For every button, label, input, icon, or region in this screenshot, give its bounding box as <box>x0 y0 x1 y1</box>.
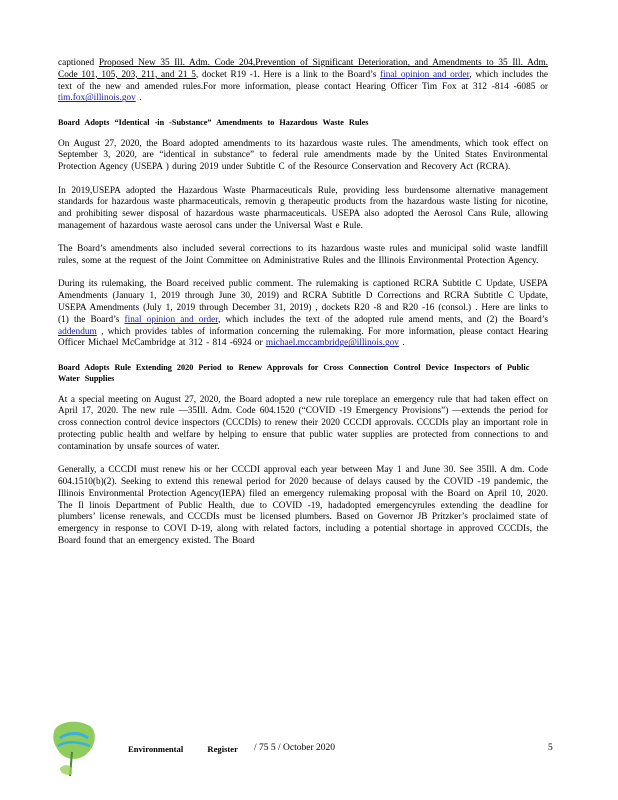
paragraph-hw-3: The Board’s amendments also included several corrections to its hazardous waste rules and municipal solid waste landfill rules, some at the request of the Joint Committee on Administrative Rules and the Illinois Environmental Protection Agency. <box>58 244 548 267</box>
email-link-mccambridge[interactable]: michael.mccambridge@illinois.gov <box>265 338 399 349</box>
text: , which includes the text of the new and amended rules.For more information, please contact Hearing Officer Tim Fox at 312 -814 -6085 or <box>58 69 548 92</box>
email-link-tim-fox[interactable]: tim.fox@illinois.gov <box>58 93 136 104</box>
addendum-link[interactable]: addendum <box>58 326 97 337</box>
text: . <box>135 93 142 104</box>
final-opinion-link[interactable]: final opinion and order <box>124 314 219 325</box>
text: , docket R19 -1. Here is a link to the Board’s <box>195 69 381 80</box>
page-number: 5 <box>548 743 553 753</box>
text: . <box>398 338 405 349</box>
paragraph-hw-2: In 2019,USEPA adopted the Hazardous Waste Pharmaceuticals Rule, providing less burdensome alternative management standards for hazardous waste pharmaceuticals, removin g therapeutic products from the hazardous waste listing for nicotine, and prohibiting sewer disposal of hazardous waste pharmaceuticals. USEPA also adopted the Aerosol Cans Rule, allowing management of hazardous waste aerosol cans under the Universal Wast e Rule. <box>58 185 548 231</box>
paragraph-cccdi-2: Generally, a CCCDI must renew his or her CCCDI approval each year between May 1 and June 30. See 35Ill. A dm. Code 604.1510(b)(2). Seeking to extend this renewal period for 2020 because of delays caused by the COVID -19 pandemic, the Illinois Environmental Protection Agency(IEPA) filed an emergency rulemaking proposal with the Board on April 10, 2020. The Il linois Department of Public Health, due to COVID -19, hadadopted emergencyrules extending the deadline for plumbers’ license renewals, and CCCDIs must be licensed plumbers. Based on Governor JB Pritzker’s proclaimed state of emergency in response to COVI D-19, along with related factors, including a potential shortage in approved CCCDIs, the Board found that an emergency existed. The Board <box>58 465 548 546</box>
paragraph-intro <box>58 58 548 105</box>
document-body <box>58 58 548 548</box>
text: captioned <box>58 58 99 68</box>
final-opinion-link[interactable]: final opinion and order <box>380 69 470 80</box>
heading-cccdi: Board Adopts Rule Extending 2020 Period to Renew Approvals for Cross Connection Control Device Inspectors of Public Water Supplies <box>58 362 530 383</box>
heading-hazardous-waste: Board Adopts “Identical -in -Substance” Amendments to Hazardous Waste Rules <box>58 117 369 127</box>
footer-title: Environmental Register <box>128 744 238 754</box>
text: , which provides tables of information concerning the rulemaking. For more information, please contact Hearing Officer Michael McCambridge at 312 - 814 -6924 or <box>58 326 548 349</box>
rule-caption: Proposed New 35 Ill. Adm. Code 204,Prevention of Significant Deterioration, and Amendments to 35 Ill. Adm. Code 101, 105, 203, 211, and 21 5 <box>58 58 549 80</box>
text: During its rulemaking, the Board received public comment. The rulemaking is captioned RCRA Subtitle C Update, USEPA Amendments (January 1, 2019 through June 30, 2019) and RCRA Subtitle D Corrections and RCRA Subtitle C Update, USEPA Amendments (July 1, 2019 through December 31, 2019) , dockets R20 -8 and R20 -16 (consol.) . Here are links to (1) the Board’s <box>58 279 548 325</box>
paragraph-hw-4 <box>58 279 548 350</box>
paragraph-hw-1: On August 27, 2020, the Board adopted amendments to its hazardous waste rules. The amendments, which took effect on September 3, 2020, are “identical in substance” to federal rule amendments made by the United States Environmental Protection Agency (USEPA ) during 2019 under Subtitle C of the Resource Conservation and Recovery Act (RCRA). <box>58 138 548 173</box>
environmental-register-logo <box>50 718 102 780</box>
text: , which includes the text of the adopted rule amend ments, and (2) the Board’s <box>218 314 548 325</box>
footer-volume: / 75 5 / October 2020 <box>254 743 336 753</box>
paragraph-cccdi-1: At a special meeting on August 27, 2020, the Board adopted a new rule toreplace an emergency rule that had taken effect on April 17, 2020. The new rule —35Ill. Adm. Code 604.1520 (“COVID -19 Emergency Provisions”) —extends the period for cross connection control device inspectors (CCCDIs) to renew their 2020 CCCDI approvals. CCCDIs play an important role in protecting public health and welfare by helping to ensure that public water supplies are protected from connections to and contamination by unsafe sources of water. <box>58 394 549 452</box>
